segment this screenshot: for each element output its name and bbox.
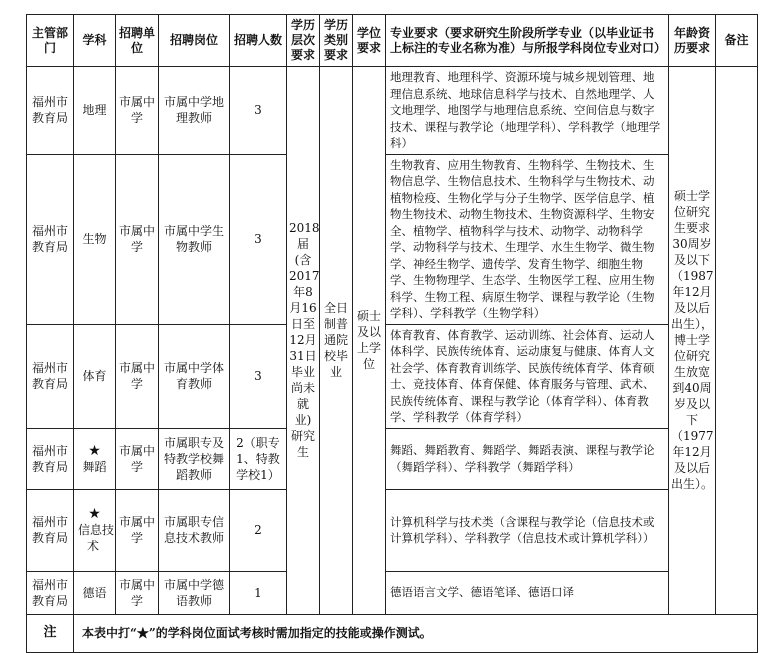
unit-cell: 市属中学	[116, 154, 159, 324]
major-cell: 舞蹈、舞蹈教育、舞蹈学、舞蹈表演、课程与教学论（舞蹈学科）、学科教学（舞蹈学科）	[386, 428, 669, 489]
position-cell: 市属中学地理教师	[159, 67, 230, 155]
recruitment-table	[26, 14, 758, 653]
header-edu-level: 学历层次要求	[287, 15, 320, 67]
table-row	[27, 571, 758, 614]
subject-label: 地理	[82, 103, 107, 118]
header-edu-type: 学历类别要求	[320, 15, 353, 67]
position-cell: 市属职专信息技术教师	[159, 489, 230, 571]
subject-cell	[74, 154, 116, 324]
note-row	[27, 614, 758, 652]
star-icon: ★	[88, 442, 101, 459]
table-row	[27, 489, 758, 571]
dept-cell: 福州市教育局	[27, 154, 74, 324]
dept-cell: 福州市教育局	[27, 428, 74, 489]
remark-cell	[716, 67, 758, 615]
header-degree: 学位要求	[353, 15, 386, 67]
major-cell: 计算机科学与技术类（含课程与教学论（信息技术或计算机学科）、学科教学（信息技术或计算机学科））	[386, 489, 669, 571]
subject-label: 生物	[82, 232, 107, 246]
header-major: 专业要求（要求研究生阶段所学专业（以毕业证书上标注的专业名称为准）与所报学科岗位专业对口）	[386, 15, 669, 67]
unit-cell: 市属中学	[116, 324, 159, 428]
dept-cell: 福州市教育局	[27, 67, 74, 155]
subject-cell	[74, 489, 116, 571]
header-remark: 备注	[716, 15, 758, 67]
header-subject: 学科	[74, 15, 116, 67]
major-cell: 生物教育、应用生物教育、生物科学、生物技术、生物信息学、生物信息技术、生物科学与生物技术、动植物检疫、生物化学与分子生物学、医学信息学、植物生物技术、动物生物技术、生物资源科学、生物安全、植物学、植物科学与技术、动物学、动物科学学、动物科学与技术、生理学、水生生物学、微生物学、神经生物学、遗传学、发育生物学、细胞生物学、生物物理学、生态学、生物医学工程、应用生物科学、生物工程、病原生物学、课程与教学论（生物学科）、学科教学（生物学科）	[386, 154, 669, 324]
unit-cell: 市属中学	[116, 428, 159, 489]
position-cell: 市属中学生物教师	[159, 154, 230, 324]
header-dept: 主管部门	[27, 15, 74, 67]
note-label: 注	[27, 614, 74, 652]
dept-cell: 福州市教育局	[27, 324, 74, 428]
count-cell: 3	[230, 324, 287, 428]
position-cell: 市属中学德语教师	[159, 571, 230, 614]
major-cell: 体育教育、体育教学、运动训练、社会体育、运动人体科学、民族传统体育、运动康复与健康、体育人文社会学、体育教育训练学、民族传统体育学、体育硕士、竞技体育、体育保健、体育服务与管理、武术、民族传统体育、课程与教学论（体育学科）、体育教学、学科教学（体育学科）	[386, 324, 669, 428]
count-cell: 3	[230, 67, 287, 155]
subject-cell	[74, 428, 116, 489]
header-unit: 招聘单位	[116, 15, 159, 67]
header-position: 招聘岗位	[159, 15, 230, 67]
subject-label: 舞蹈	[82, 459, 107, 474]
dept-cell: 福州市教育局	[27, 571, 74, 614]
subject-cell	[74, 67, 116, 155]
major-cell: 地理教育、地理科学、资源环境与城乡规划管理、地理信息系统、地球信息科学与技术、自然地理学、人文地理学、地图学与地理信息系统、空间信息与数字技术、课程与教学论（地理学科）、学科教学（地理学科）	[386, 67, 669, 155]
count-cell: 1	[230, 571, 287, 614]
count-cell: 2	[230, 489, 287, 571]
subject-label: 体育	[82, 369, 107, 383]
subject-cell	[74, 324, 116, 428]
edu-level-cell: 2018届(含2017年8月16日至12月31日毕业尚未就业)研究生	[287, 67, 320, 615]
recruitment-table-frame	[26, 14, 757, 640]
table-row	[27, 154, 758, 324]
header-count: 招聘人数	[230, 15, 287, 67]
subject-cell	[74, 571, 116, 614]
header-row	[27, 15, 758, 67]
edu-type-cell: 全日制普通院校毕业	[320, 67, 353, 615]
star-icon: ★	[88, 506, 101, 522]
note-text: 本表中打“★”的学科岗位面试考核时需加指定的技能或操作测试。	[74, 614, 758, 652]
table-row	[27, 67, 758, 155]
age-cell: 硕士学位研究生要求30周岁及以下（1987年12月及以后出生），博士学位研究生放宽到40周岁及以下（1977年12月及以后出生）。	[669, 67, 716, 615]
unit-cell: 市属中学	[116, 571, 159, 614]
count-cell: 3	[230, 154, 287, 324]
degree-cell: 硕士及以上学位	[353, 67, 386, 615]
unit-cell: 市属中学	[116, 67, 159, 155]
position-cell: 市属职专及特教学校舞蹈教师	[159, 428, 230, 489]
dept-cell: 福州市教育局	[27, 489, 74, 571]
unit-cell: 市属中学	[116, 489, 159, 571]
subject-label: 德语	[82, 585, 107, 600]
table-row	[27, 324, 758, 428]
subject-label: 信息技术	[77, 523, 114, 553]
table-row	[27, 428, 758, 489]
major-cell: 德语语言文学、德语笔译、德语口译	[386, 571, 669, 614]
count-cell: 2（职专1、特教学校1）	[230, 428, 287, 489]
header-age: 年龄资历要求	[669, 15, 716, 67]
position-cell: 市属中学体育教师	[159, 324, 230, 428]
